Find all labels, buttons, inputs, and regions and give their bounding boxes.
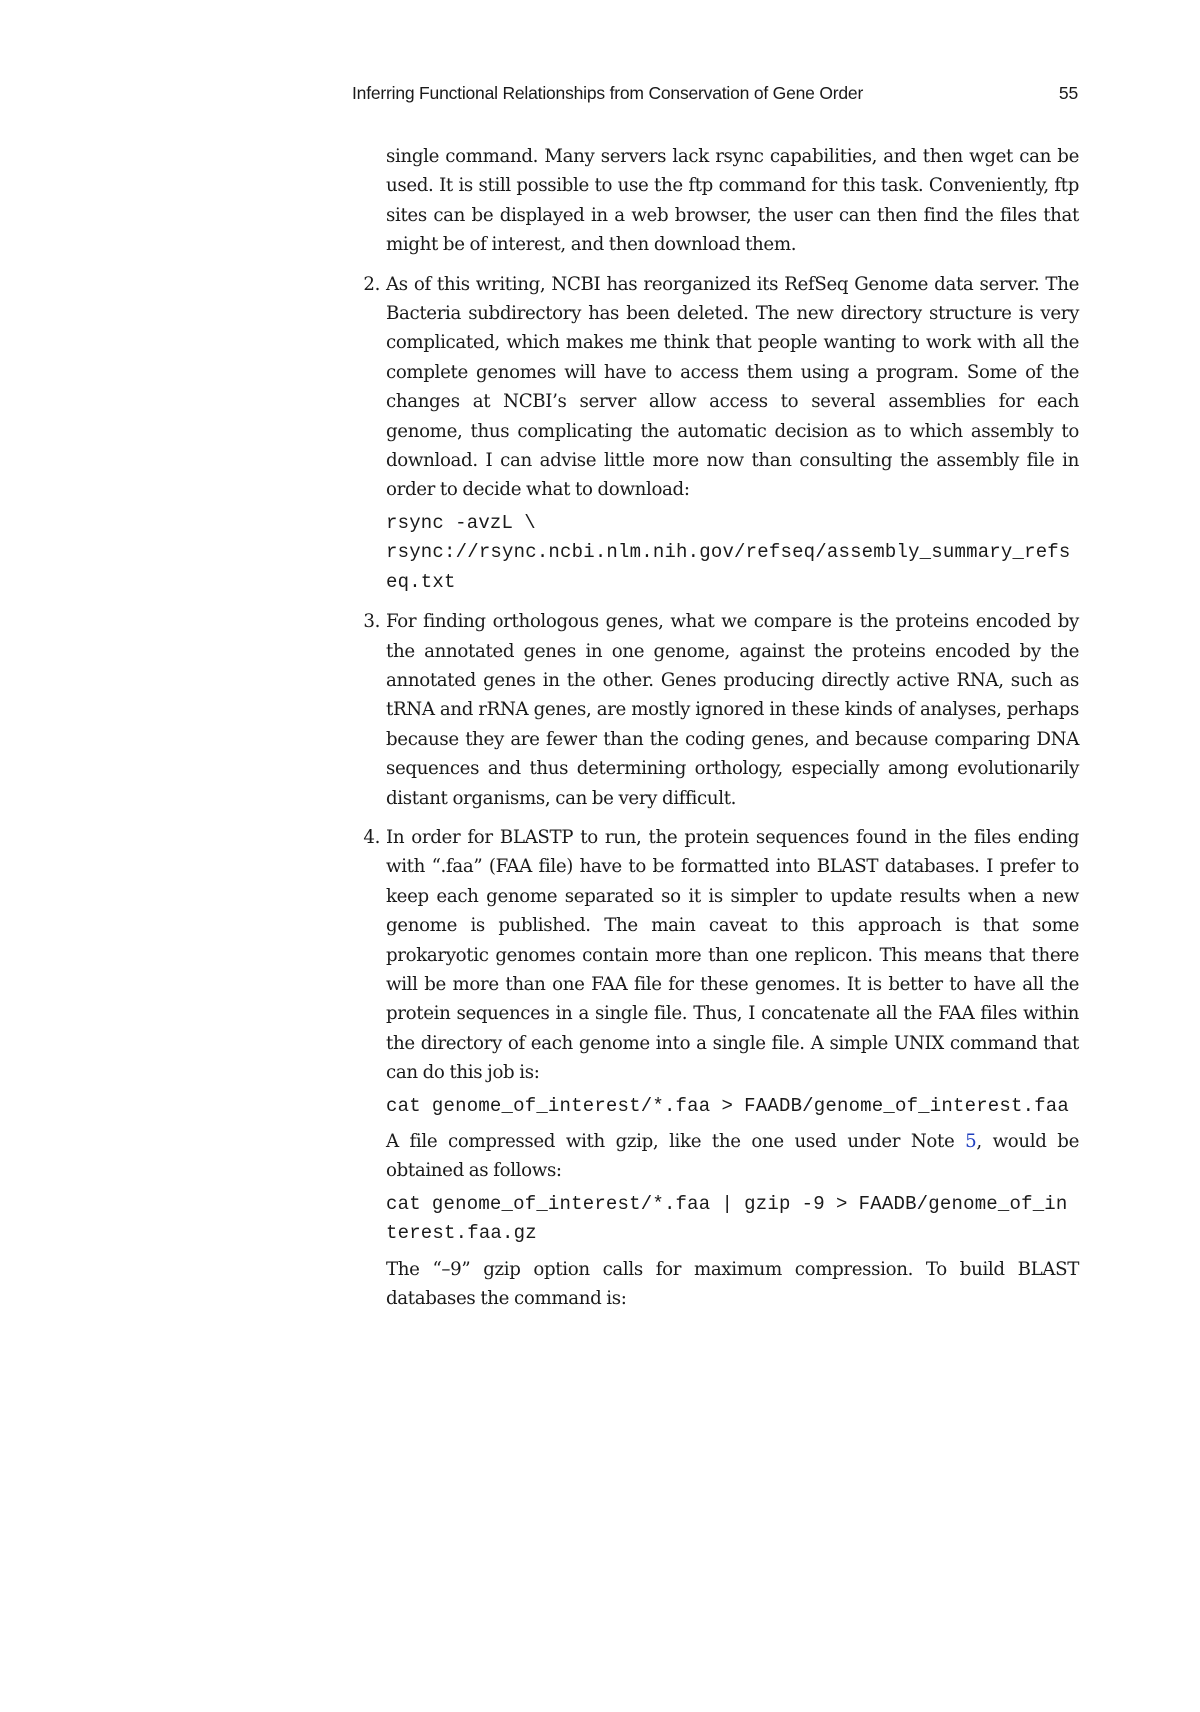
code-block: cat genome_of_interest/*.faa | gzip -9 > FAADB/genome_of_interest.faa.gz <box>386 1192 1068 1245</box>
note-text: In order for BLASTP to run, the protein sequences found in the files ending with “.faa” (FAA file) have to be formatted into BLAST databases. I prefer to keep each genome separated so it is simpler to update results when a new genome is published. The main caveat to this approach is that some prokaryotic genomes contain more than one replicon. This means that there will be more than one FAA file for these genomes. It is better to have all the protein sequences in a single file. Thus, I concatenate all the FAA files within the directory of each genome into a single file. A simple UNIX command that can do this job is: <box>386 826 1079 1084</box>
note-item-4 <box>363 823 1079 1314</box>
gzip-paragraph <box>386 1127 1079 1186</box>
note-text: As of this writing, NCBI has reorganized its RefSeq Genome data server. The Bacteria subdirectory has been deleted. The new directory structure is very complicated, which makes me think that people wanting to work with all the complete genomes will have to access them using a program. Some of the changes at NCBI’s server allow access to several assemblies for each genome, thus complicating the automatic decision as to which assembly to download. I can advise little more now than consulting the assembly file in order to decide what to download: <box>386 273 1079 501</box>
code-block: cat genome_of_interest/*.faa > FAADB/genome_of_interest.faa <box>386 1094 1070 1117</box>
gzip-text-after: , would be obtained as follows: <box>386 1131 1079 1182</box>
code-line: rsync -avzL \ <box>386 511 536 534</box>
running-title: Inferring Functional Relationships from Conservation of Gene Order <box>352 83 864 103</box>
note-number: 3. <box>363 611 380 633</box>
body-column <box>363 142 1079 1323</box>
note-number: 4. <box>363 826 380 848</box>
code-block <box>386 509 1079 597</box>
note-item-2 <box>363 270 1079 597</box>
continued-paragraph: single command. Many servers lack rsync capabilities, and then wget can be used. It is still possible to use the ftp command for this task. Conveniently, ftp sites can be displayed in a web browser, the user can then find the files that might be of interest, and then download them. <box>386 146 1079 256</box>
gzip-text-before: A file compressed with gzip, like the one used under Note <box>386 1131 966 1152</box>
running-head <box>352 83 1078 111</box>
notes-list <box>363 270 1079 1314</box>
page-number: 55 <box>1058 83 1078 103</box>
note-reference-link[interactable]: 5 <box>965 1131 977 1152</box>
note-item-3 <box>363 607 1079 813</box>
note-text: For finding orthologous genes, what we compare is the proteins encoded by the annotated genes in one genome, against the proteins encoded by the annotated genes in the other. Genes producing directly active RNA, such as tRNA and rRNA genes, are mostly ignored in these kinds of analyses, perhaps because they are fewer than the coding genes, and because comparing DNA sequences and thus determining orthology, especially among evolutionarily distant organisms, can be very difficult. <box>386 611 1079 809</box>
closing-paragraph: The “–9” gzip option calls for maximum compression. To build BLAST databases the command is: <box>386 1258 1079 1310</box>
note-number: 2. <box>363 273 380 295</box>
code-line: rsync://rsync.ncbi.nlm.nih.gov/refseq/assembly_summary_refseq.txt <box>386 541 1071 593</box>
